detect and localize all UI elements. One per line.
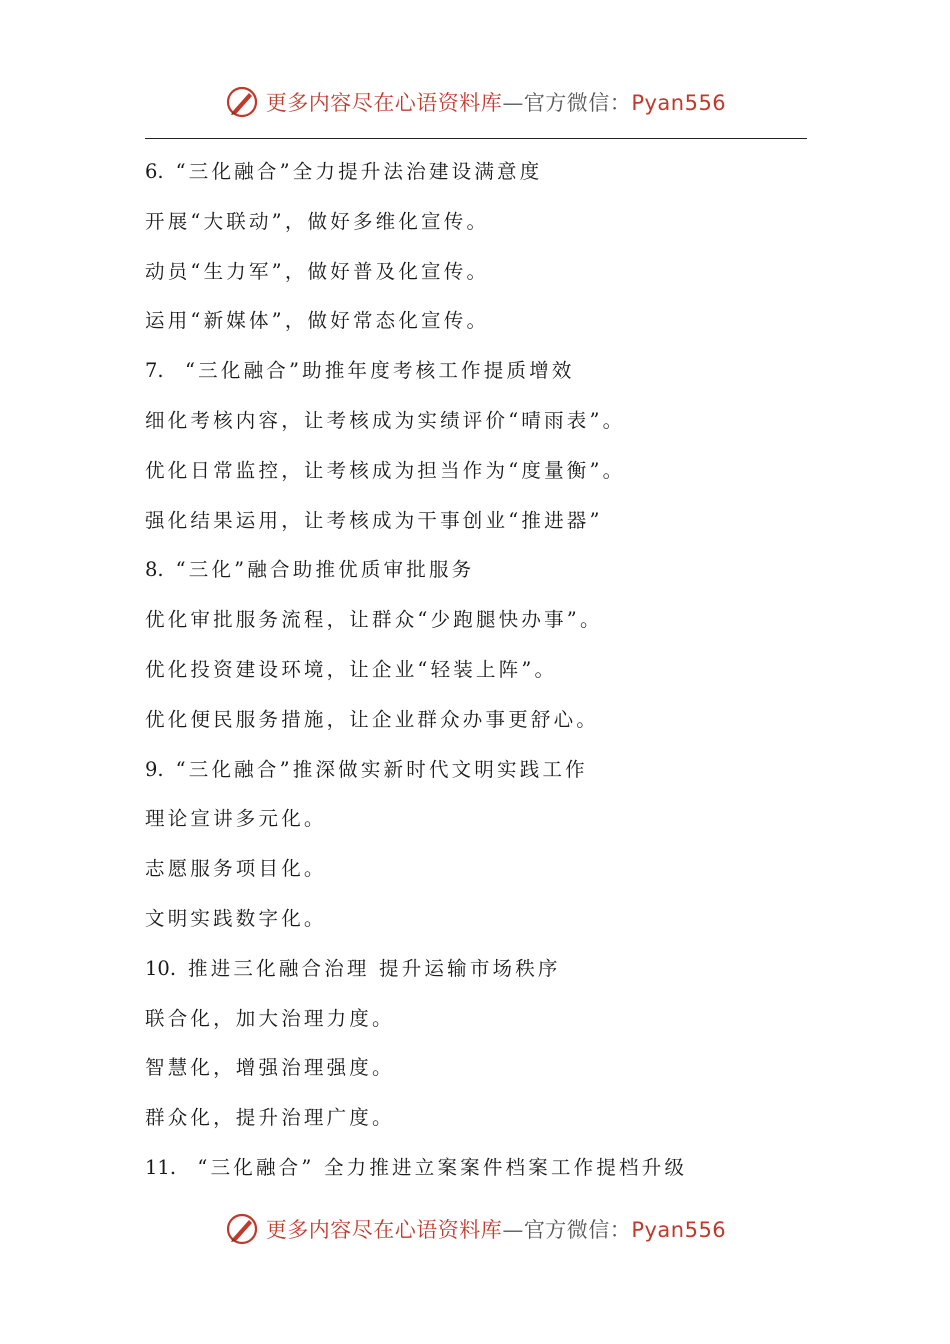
line-text: 优化投资建设环境，让企业“轻装上阵”。 (145, 657, 558, 681)
watermark-wechat-id: Pyan556 (631, 91, 727, 115)
line-text: 动员“生力军”，做好普及化宣传。 (145, 259, 490, 283)
line-text: 推进三化融合治理 提升运输市场秩序 (188, 956, 561, 980)
body-paragraph (145, 802, 805, 852)
pen-logo-icon (224, 1211, 260, 1247)
footer-watermark (0, 1211, 950, 1247)
section-number: 9. (145, 757, 164, 781)
body-paragraph (145, 653, 805, 703)
section-number: 11. (145, 1155, 177, 1179)
body-paragraph (145, 1051, 805, 1101)
body-paragraph (145, 852, 805, 902)
section-heading (145, 1151, 805, 1201)
section-number: 6. (145, 160, 164, 183)
section-heading (145, 553, 805, 603)
watermark-wechat-id: Pyan556 (631, 1218, 727, 1242)
line-text: “三化”融合助推优质审批服务 (175, 558, 475, 582)
line-text: “三化融合”推深做实新时代文明实践工作 (175, 757, 588, 781)
body-paragraph (145, 304, 805, 354)
watermark-text (266, 87, 726, 117)
watermark-brand: 更多内容尽在心语资料库 (265, 1218, 503, 1242)
body-paragraph (145, 902, 805, 952)
line-text: 运用“新媒体”，做好常态化宣传。 (145, 309, 490, 333)
section-heading (145, 753, 805, 803)
body-paragraph (145, 404, 805, 454)
section-heading (145, 952, 805, 1002)
body-paragraph (145, 1002, 805, 1052)
watermark-label: 官方微信： (523, 91, 632, 115)
body-paragraph (145, 255, 805, 305)
body-paragraph (145, 1101, 805, 1151)
section-heading (145, 155, 805, 205)
watermark-dash: — (502, 1218, 524, 1242)
watermark-text (266, 1214, 726, 1244)
body-paragraph (145, 504, 805, 554)
line-text: 优化日常监控，让考核成为担当作为“度量衡”。 (145, 458, 626, 482)
section-number: 7. (145, 359, 164, 383)
header-watermark (0, 84, 950, 120)
line-text: 优化审批服务流程，让群众“少跑腿快办事”。 (145, 608, 603, 632)
body-paragraph (145, 603, 805, 653)
line-text: “三化融合” 全力推进立案案件档案工作提档升级 (188, 1155, 688, 1179)
line-text: 强化结果运用，让考核成为干事创业“推进器” (145, 508, 603, 532)
line-text: “三化融合”助推年度考核工作提质增效 (175, 359, 575, 383)
section-heading (145, 354, 805, 404)
line-text: 群众化，提升治理广度。 (145, 1106, 395, 1130)
line-text: “三化融合”全力提升法治建设满意度 (175, 160, 543, 183)
section-number: 8. (145, 558, 164, 582)
line-text: 智慧化，增强治理强度。 (145, 1056, 395, 1080)
header-rule (145, 138, 807, 139)
line-text: 志愿服务项目化。 (145, 857, 327, 881)
watermark-label: 官方微信： (523, 1218, 632, 1242)
line-text: 优化便民服务措施，让企业群众办事更舒心。 (145, 707, 600, 731)
line-text: 联合化，加大治理力度。 (145, 1006, 395, 1030)
line-text: 理论宣讲多元化。 (145, 807, 327, 831)
watermark-dash: — (502, 91, 524, 115)
watermark-brand: 更多内容尽在心语资料库 (265, 91, 503, 115)
body-paragraph (145, 205, 805, 255)
document-body (145, 155, 805, 1201)
line-text: 细化考核内容，让考核成为实绩评价“晴雨表”。 (145, 408, 626, 432)
pen-logo-icon (224, 84, 260, 120)
body-paragraph (145, 454, 805, 504)
line-text: 开展“大联动”，做好多维化宣传。 (145, 209, 490, 233)
section-number: 10. (145, 956, 177, 980)
body-paragraph (145, 703, 805, 753)
line-text: 文明实践数字化。 (145, 906, 327, 930)
